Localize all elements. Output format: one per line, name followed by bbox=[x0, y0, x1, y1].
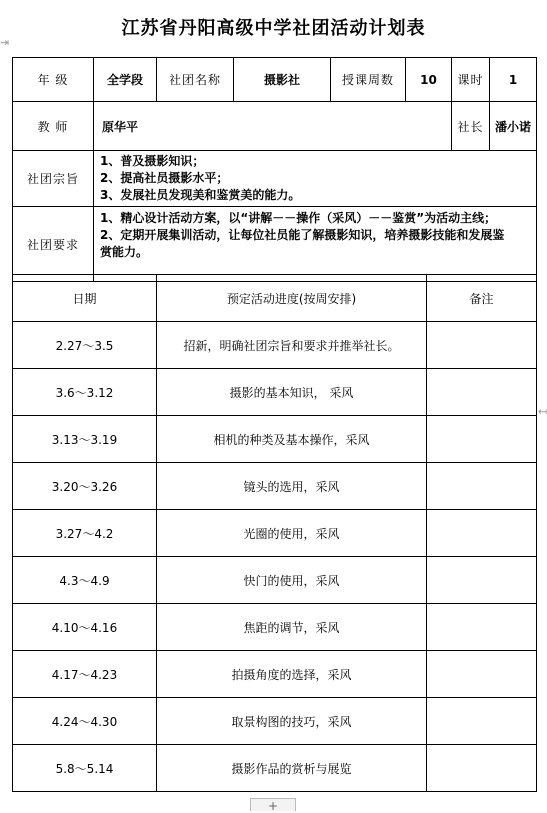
activity-cell[interactable]: 快门的使用，采风 bbox=[157, 557, 427, 604]
activity-cell[interactable]: 焦距的调节，采风 bbox=[157, 604, 427, 651]
president-label: 社长 bbox=[452, 102, 490, 151]
grade-label: 年 级 bbox=[13, 58, 94, 102]
activity-cell[interactable]: 招新，明确社团宗旨和要求并推举社长。 bbox=[157, 322, 427, 369]
table-row bbox=[13, 463, 537, 510]
note-cell[interactable] bbox=[427, 698, 537, 745]
date-cell[interactable]: 4.24～4.30 bbox=[13, 698, 157, 745]
purpose-line: 2、提高社员摄影水平； bbox=[100, 171, 229, 185]
activity-cell[interactable]: 摄影作品的赏析与展览 bbox=[157, 745, 427, 792]
table-row bbox=[13, 745, 537, 792]
club-name-label: 社团名称 bbox=[157, 58, 234, 102]
table-row bbox=[13, 416, 537, 463]
note-cell[interactable] bbox=[427, 745, 537, 792]
note-cell[interactable] bbox=[427, 510, 537, 557]
purpose-line: 3、发展社员发现美和鉴赏美的能力。 bbox=[100, 188, 301, 202]
requirement-line: 1、精心设计活动方案，以“讲解－－操作（采风）－－鉴赏”为活动主线； bbox=[100, 211, 497, 225]
date-column-header: 日期 bbox=[13, 275, 157, 322]
requirement-line: 赏能力。 bbox=[100, 245, 149, 259]
requirement-text[interactable] bbox=[94, 207, 537, 282]
add-row-button[interactable]: + bbox=[250, 798, 296, 811]
purpose-line: 1、普及摄影知识； bbox=[100, 154, 205, 168]
table-row bbox=[13, 510, 537, 557]
indent-marker-icon: ⇥ bbox=[0, 36, 10, 49]
table-row bbox=[13, 651, 537, 698]
requirement-label: 社团要求 bbox=[13, 207, 94, 282]
note-cell[interactable] bbox=[427, 369, 537, 416]
table-row bbox=[13, 698, 537, 745]
teacher-value[interactable]: 原华平 bbox=[94, 102, 452, 151]
teacher-label: 教 师 bbox=[13, 102, 94, 151]
activity-cell[interactable]: 摄影的基本知识， 采风 bbox=[157, 369, 427, 416]
activity-cell[interactable]: 取景构图的技巧，采风 bbox=[157, 698, 427, 745]
date-cell[interactable]: 3.13～3.19 bbox=[13, 416, 157, 463]
president-value[interactable]: 潘小诺 bbox=[490, 102, 537, 151]
table-row bbox=[13, 369, 537, 416]
weeks-label: 授课周数 bbox=[331, 58, 406, 102]
table-row bbox=[13, 604, 537, 651]
activity-cell[interactable]: 镜头的选用，采风 bbox=[157, 463, 427, 510]
note-cell[interactable] bbox=[427, 557, 537, 604]
date-cell[interactable]: 3.27～4.2 bbox=[13, 510, 157, 557]
club-name-value[interactable]: 摄影社 bbox=[234, 58, 331, 102]
note-cell[interactable] bbox=[427, 322, 537, 369]
hours-label: 课时 bbox=[452, 58, 490, 102]
schedule-table bbox=[12, 274, 537, 792]
right-edge-marker-icon: ↤ bbox=[538, 405, 547, 418]
page-title: 江苏省丹阳高级中学社团活动计划表 bbox=[121, 18, 426, 39]
activity-cell[interactable]: 拍摄角度的选择，采风 bbox=[157, 651, 427, 698]
requirement-line: 2、定期开展集训活动，让每位社员能了解摄影知识，培养摄影技能和发展鉴 bbox=[100, 228, 505, 242]
table-row bbox=[13, 557, 537, 604]
note-cell[interactable] bbox=[427, 463, 537, 510]
note-cell[interactable] bbox=[427, 604, 537, 651]
purpose-label: 社团宗旨 bbox=[13, 151, 94, 207]
grade-value[interactable]: 全学段 bbox=[94, 58, 157, 102]
date-cell[interactable]: 5.8～5.14 bbox=[13, 745, 157, 792]
activity-cell[interactable]: 光圈的使用，采风 bbox=[157, 510, 427, 557]
activity-column-header: 预定活动进度(按周安排) bbox=[157, 275, 427, 322]
hours-value[interactable]: 1 bbox=[490, 58, 537, 102]
activity-cell[interactable]: 相机的种类及基本操作，采风 bbox=[157, 416, 427, 463]
date-cell[interactable]: 2.27～3.5 bbox=[13, 322, 157, 369]
date-cell[interactable]: 4.10～4.16 bbox=[13, 604, 157, 651]
table-row bbox=[13, 322, 537, 369]
purpose-text[interactable] bbox=[94, 151, 537, 207]
note-cell[interactable] bbox=[427, 651, 537, 698]
club-info-table bbox=[12, 57, 537, 282]
date-cell[interactable]: 4.17～4.23 bbox=[13, 651, 157, 698]
weeks-value[interactable]: 10 bbox=[406, 58, 452, 102]
note-cell[interactable] bbox=[427, 416, 537, 463]
note-column-header: 备注 bbox=[427, 275, 537, 322]
date-cell[interactable]: 3.6～3.12 bbox=[13, 369, 157, 416]
date-cell[interactable]: 4.3～4.9 bbox=[13, 557, 157, 604]
date-cell[interactable]: 3.20～3.26 bbox=[13, 463, 157, 510]
